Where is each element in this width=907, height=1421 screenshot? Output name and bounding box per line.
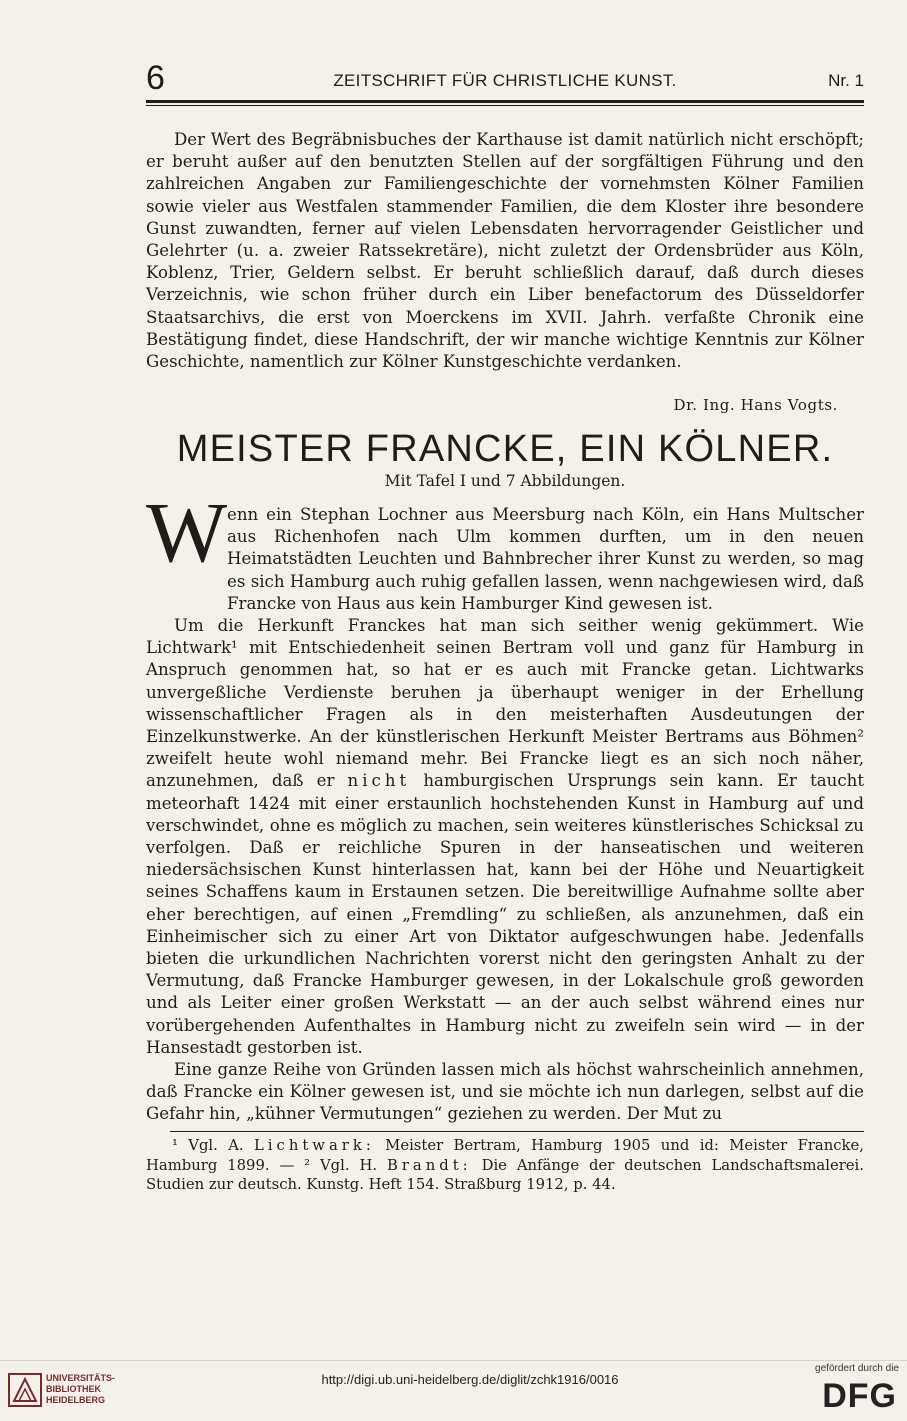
article-body — [146, 504, 864, 1126]
footnote-2-post: Die Anfänge der deutschen Landschaftsmalerei. Studien zur deutsch. Kunstg. Heft 154. Straßburg 1912, p. 44. — [146, 1156, 864, 1193]
footnotes — [146, 1136, 864, 1195]
footnote-1-pre: ¹ Vgl. A. — [172, 1137, 244, 1154]
footnote-2-author: Brandt: — [386, 1156, 472, 1174]
paragraph-herkunft-a: Um die Herkunft Franckes hat man sich seither wenig gekümmert. Wie Lichtwark¹ mit Entschiedenheit seinen Bertram voll und ganz für Hamburg in Anspruch genommen hat, so hat er es auch mit Francke getan. Lichtwarks unvergeßliche Verdienste beruhen ja überhaupt weniger in der Erhellung wissenschaftlicher Fragen als in den meisterhaften Ausdeutungen der Einzelkunstwerke. An der künstlerischen Herkunft Meister Bertrams aus Böhmen² zweifelt heute wohl niemand mehr. Bei Francke liegt es an sich noch näher, anzunehmen, daß er — [146, 616, 864, 791]
page-number: 6 — [146, 59, 165, 97]
article-title: MEISTER FRANCKE, EIN KÖLNER. — [176, 428, 834, 470]
header-rule-thick — [146, 100, 864, 103]
footnote-1-post: Meister Bertram, Hamburg 1905 und id: Meister Francke, Hamburg 1899. — ² Vgl. H. — [146, 1137, 864, 1174]
dfg-logo: DFG — [822, 1377, 897, 1415]
header-rule-thin — [146, 105, 864, 106]
page-header — [146, 58, 864, 98]
paragraph-herkunft — [146, 615, 864, 1059]
article-subtitle: Mit Tafel I und 7 Abbildungen. — [384, 472, 626, 490]
paragraph-begraebnisbuch: Der Wert des Begräbnisbuches der Karthause ist damit natürlich nicht erschöpft; er beruht außer auf den benutzten Stellen auf der sorgfältigen Führung und den zahlreichen Angaben zur Familiengeschichte der vornehmsten Kölner Familien sowie vieler aus Westfalen stammender Familien, die dem Kloster ihre besondere Gunst zuwandten, ferner auf vielen Lebensdaten hervorragender Geistlicher und Gelehrter (u. a. zweier Ratssekretäre), nicht zuletzt der Ordensbrüder aus Köln, Koblenz, Trier, Geldern selbst. Er beruht schließlich darauf, daß durch dieses Verzeichnis, wie schon früher durch ein Liber benefactorum des Düsseldorfer Staatsarchivs, die erst von Moerckens im XVII. Jahrh. verfaßte Chronik eine Bestätigung findet, diese Handschrift, der wir manche wichtige Kenntnis zur Kölner Geschichte, namentlich zur Kölner Kunstgeschichte verdanken. — [146, 130, 864, 372]
author-signature: Dr. Ing. Hans Vogts. — [673, 396, 838, 414]
drop-cap: W — [146, 484, 228, 580]
paragraph-gruende: Eine ganze Reihe von Gründen lassen mich als höchst wahrscheinlich annehmen, daß Francke ein Kölner gewesen ist, und sie möchte ich nun darlegen, selbst auf die Gefahr hin, „kühner Vermutungen“ geziehen zu werden. Der Mut zu — [146, 1060, 864, 1124]
library-logo-icon — [8, 1373, 42, 1407]
issue-number: Nr. 1 — [828, 71, 864, 90]
permalink[interactable]: http://digi.ub.uni-heidelberg.de/diglit/zchk1916/0016 — [321, 1372, 619, 1387]
library-name: UNIVERSITÄTS- BIBLIOTHEK HEIDELBERG — [46, 1373, 116, 1405]
emphasis-nicht: nicht — [347, 771, 411, 791]
footnote-1-author: Lichtwark: — [253, 1137, 375, 1154]
lead-paragraph: enn ein Stephan Lochner aus Meersburg nach Köln, ein Hans Multscher aus Richenhofen nach Ulm kommen durften, um in den neuen Heimatstädten Leuchten und Bahnbrecher ihrer Kunst zu werden, so mag es sich Hamburg auch ruhig gefallen lassen, wenn nachgewiesen wird, daß Francke von Haus aus kein Hamburger Kind gewesen ist. — [227, 505, 864, 613]
footer-bar — [0, 1360, 907, 1421]
paragraph-herkunft-b: hamburgischen Ursprungs sein kann. Er taucht meteorhaft 1424 mit einer erstaunlich hochstehenden Kunst in Hamburg auf und verschwindet, ohne es möglich zu machen, sein weiteres künstlerisches Schicksal zu verfolgen. Daß er reichliche Spuren in der hanseatischen und weiteren niedersächsischen Kunst hinterlassen hat, kann bei der Höhe und Neuartigkeit seines Schaffens kaum in Erstaunen setzen. Die bereitwillige Aufnahme sollte aber eher berechtigen, auf einen „Fremdling“ zu schließen, als anzunehmen, daß ein Einheimischer sich zu einer Art von Diktator aufgeschwungen habe. Jedenfalls bieten die urkundlichen Nachrichten vorerst nicht den geringsten Anhalt zu der Vermutung, daß Francke Hamburger gewesen, in der Lokalschule groß geworden und als Leiter einer großen Werkstatt — an der auch selbst während eines nur vorübergehenden Aufenthaltes in Hamburg nicht zu zweifeln sein wird — in der Hansestadt gestorben ist. — [146, 771, 864, 1057]
funded-by-label: gefördert durch die — [815, 1363, 899, 1374]
running-title: ZEITSCHRIFT FÜR CHRISTLICHE KUNST. — [333, 71, 677, 90]
footnote-rule — [170, 1131, 864, 1132]
